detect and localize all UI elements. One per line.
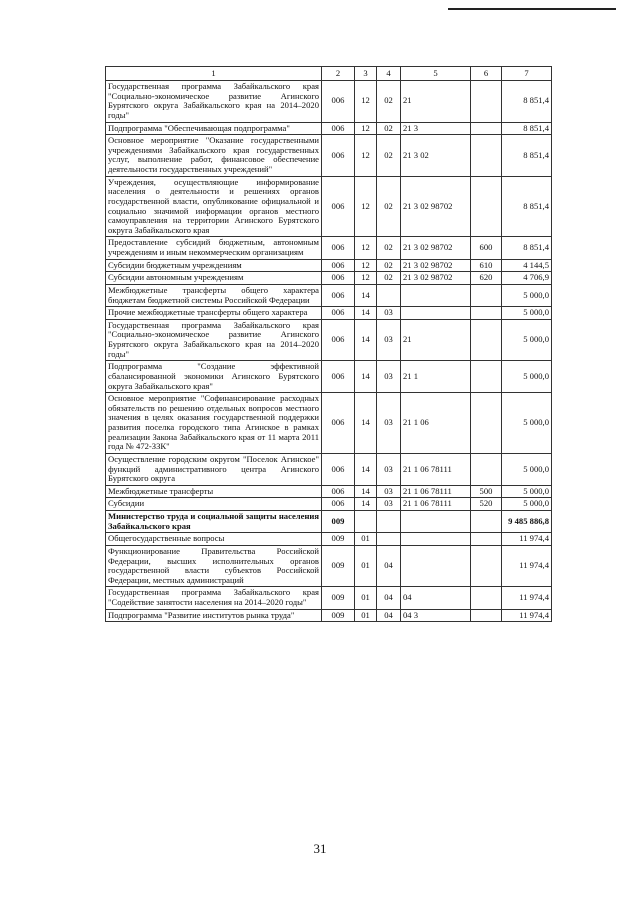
- row-sum: 8 851,4: [502, 81, 552, 123]
- row-name: Осуществление городским округом "Поселок Агинское" функций административного центра Агинского Бурятского округа: [106, 453, 322, 485]
- row-gr: 006: [322, 307, 355, 320]
- row-gr: 006: [322, 259, 355, 272]
- row-rz: 12: [355, 135, 377, 177]
- row-sum: 11 974,4: [502, 533, 552, 546]
- row-csr: 21: [401, 81, 471, 123]
- row-rz: 01: [355, 587, 377, 609]
- row-rz: 14: [355, 361, 377, 393]
- row-rz: 14: [355, 284, 377, 306]
- row-rz: 01: [355, 609, 377, 622]
- table-row: [106, 284, 552, 306]
- table-body: [106, 81, 552, 622]
- row-gr: 006: [322, 393, 355, 454]
- row-name: Предоставление субсидий бюджетным, автономным учреждениям и иным некоммерческим организациям: [106, 237, 322, 259]
- header-cell: 2: [322, 67, 355, 81]
- row-gr: 006: [322, 284, 355, 306]
- row-vr: [471, 453, 502, 485]
- row-pr: [377, 284, 401, 306]
- row-csr: 21 3 02 98702: [401, 272, 471, 285]
- row-pr: 02: [377, 272, 401, 285]
- row-sum: 5 000,0: [502, 453, 552, 485]
- row-pr: 03: [377, 485, 401, 498]
- row-vr: 620: [471, 272, 502, 285]
- row-pr: 02: [377, 237, 401, 259]
- table-row: [106, 259, 552, 272]
- row-sum: 11 974,4: [502, 545, 552, 587]
- table-row: [106, 498, 552, 511]
- header-cell: 1: [106, 67, 322, 81]
- row-name: Функционирование Правительства Российской Федерации, высших исполнительных органов государственной власти субъектов Российской Федерации, местных администраций: [106, 545, 322, 587]
- row-csr: 21 1 06: [401, 393, 471, 454]
- row-csr: 21 3 02 98702: [401, 259, 471, 272]
- row-name: Общегосударственные вопросы: [106, 533, 322, 546]
- row-csr: 04: [401, 587, 471, 609]
- table-row: [106, 272, 552, 285]
- row-vr: [471, 511, 502, 533]
- row-rz: 12: [355, 272, 377, 285]
- row-gr: 006: [322, 485, 355, 498]
- row-pr: 03: [377, 319, 401, 361]
- row-gr: 006: [322, 122, 355, 135]
- row-csr: [401, 545, 471, 587]
- row-vr: [471, 361, 502, 393]
- row-gr: 006: [322, 453, 355, 485]
- row-csr: 21 3 02 98702: [401, 176, 471, 237]
- row-sum: 9 485 886,8: [502, 511, 552, 533]
- row-name: Прочие межбюджетные трансферты общего характера: [106, 307, 322, 320]
- row-name: Межбюджетные трансферты: [106, 485, 322, 498]
- row-rz: 14: [355, 307, 377, 320]
- row-sum: 5 000,0: [502, 393, 552, 454]
- row-sum: 5 000,0: [502, 485, 552, 498]
- row-rz: 14: [355, 319, 377, 361]
- table-row: [106, 393, 552, 454]
- table-row: [106, 135, 552, 177]
- row-gr: 009: [322, 545, 355, 587]
- table-row: [106, 453, 552, 485]
- row-vr: [471, 319, 502, 361]
- row-vr: [471, 533, 502, 546]
- table-row: [106, 176, 552, 237]
- row-gr: 006: [322, 319, 355, 361]
- row-name: Субсидии бюджетным учреждениям: [106, 259, 322, 272]
- row-rz: 14: [355, 498, 377, 511]
- row-gr: 006: [322, 135, 355, 177]
- row-csr: [401, 307, 471, 320]
- row-gr: 006: [322, 361, 355, 393]
- row-sum: 5 000,0: [502, 307, 552, 320]
- row-gr: 009: [322, 587, 355, 609]
- row-csr: [401, 511, 471, 533]
- row-sum: 11 974,4: [502, 609, 552, 622]
- row-pr: 03: [377, 307, 401, 320]
- row-vr: 520: [471, 498, 502, 511]
- row-vr: [471, 393, 502, 454]
- row-csr: 21 1 06 78111: [401, 485, 471, 498]
- row-gr: 006: [322, 498, 355, 511]
- row-rz: 12: [355, 259, 377, 272]
- table-row: [106, 587, 552, 609]
- row-pr: 04: [377, 587, 401, 609]
- row-sum: 5 000,0: [502, 361, 552, 393]
- row-vr: 610: [471, 259, 502, 272]
- header-cell: 5: [401, 67, 471, 81]
- row-csr: 21 3 02 98702: [401, 237, 471, 259]
- row-csr: 21 1 06 78111: [401, 453, 471, 485]
- table-row: [106, 81, 552, 123]
- row-sum: 5 000,0: [502, 284, 552, 306]
- row-rz: 12: [355, 176, 377, 237]
- table-row: [106, 485, 552, 498]
- table-row: [106, 533, 552, 546]
- row-sum: 4 706,9: [502, 272, 552, 285]
- row-csr: 04 3: [401, 609, 471, 622]
- row-vr: [471, 135, 502, 177]
- table-row: [106, 361, 552, 393]
- row-sum: 8 851,4: [502, 122, 552, 135]
- row-vr: 500: [471, 485, 502, 498]
- row-csr: 21 1: [401, 361, 471, 393]
- row-pr: 02: [377, 176, 401, 237]
- header-row: [106, 67, 552, 81]
- top-rule: [448, 8, 616, 10]
- row-pr: 04: [377, 545, 401, 587]
- row-sum: 8 851,4: [502, 237, 552, 259]
- row-gr: 009: [322, 533, 355, 546]
- table-row: [106, 511, 552, 533]
- row-name: Субсидии автономным учреждениям: [106, 272, 322, 285]
- row-gr: 009: [322, 609, 355, 622]
- row-vr: [471, 176, 502, 237]
- row-name: Подпрограмма "Развитие институтов рынка труда": [106, 609, 322, 622]
- row-gr: 006: [322, 176, 355, 237]
- page-number: 31: [313, 841, 327, 856]
- row-rz: [355, 511, 377, 533]
- row-pr: 03: [377, 453, 401, 485]
- row-sum: 11 974,4: [502, 587, 552, 609]
- row-rz: 12: [355, 122, 377, 135]
- row-rz: 14: [355, 453, 377, 485]
- row-name: Межбюджетные трансферты общего характера бюджетам бюджетной системы Российской Федерации: [106, 284, 322, 306]
- row-csr: 21 3 02: [401, 135, 471, 177]
- row-sum: 5 000,0: [502, 319, 552, 361]
- row-pr: 03: [377, 393, 401, 454]
- row-vr: [471, 122, 502, 135]
- row-pr: [377, 533, 401, 546]
- row-vr: [471, 284, 502, 306]
- row-csr: 21 1 06 78111: [401, 498, 471, 511]
- row-name: Основное мероприятие "Софинансирование расходных обязательств по решению отдельных вопросов местного значения в целях оказания государственной поддержки развития поселка городского типа Агинское в рамках реализации Закона Забайкальского края от 11 марта 2011 года № 472-ЗЗК": [106, 393, 322, 454]
- header-cell: 3: [355, 67, 377, 81]
- row-rz: 01: [355, 545, 377, 587]
- row-vr: [471, 545, 502, 587]
- table-row: [106, 122, 552, 135]
- header-cell: 4: [377, 67, 401, 81]
- row-pr: 04: [377, 609, 401, 622]
- row-gr: 009: [322, 511, 355, 533]
- table-row: [106, 237, 552, 259]
- row-pr: 02: [377, 81, 401, 123]
- row-vr: 600: [471, 237, 502, 259]
- row-vr: [471, 587, 502, 609]
- row-pr: 02: [377, 122, 401, 135]
- table-row: [106, 609, 552, 622]
- row-vr: [471, 81, 502, 123]
- row-pr: 03: [377, 361, 401, 393]
- row-csr: 21: [401, 319, 471, 361]
- budget-table: [105, 66, 552, 622]
- row-gr: 006: [322, 81, 355, 123]
- row-gr: 006: [322, 237, 355, 259]
- row-name: Подпрограмма "Обеспечивающая подпрограмма": [106, 122, 322, 135]
- row-name: Основное мероприятие "Оказание государственными учреждениями Забайкальского края государственных услуг, выполнение работ, финансовое обеспечение деятельности государственных учреждений": [106, 135, 322, 177]
- row-vr: [471, 307, 502, 320]
- header-cell: 6: [471, 67, 502, 81]
- table-row: [106, 319, 552, 361]
- table-row: [106, 545, 552, 587]
- row-pr: 03: [377, 498, 401, 511]
- row-sum: 4 144,5: [502, 259, 552, 272]
- row-csr: [401, 284, 471, 306]
- row-vr: [471, 609, 502, 622]
- row-rz: 12: [355, 81, 377, 123]
- row-name: Государственная программа Забайкальского края "Содействие занятости населения на 2014–2020 годы": [106, 587, 322, 609]
- row-name: Государственная программа Забайкальского края "Социально-экономическое развитие Агинского Бурятского округа Забайкальского края на 2014–2020 годы": [106, 81, 322, 123]
- row-rz: 14: [355, 485, 377, 498]
- row-name: Учреждения, осуществляющие информирование населения о деятельности и решениях органов государственной власти, опубликование официальной и социально значимой информации органов местного самоуправления на территории Агинского Бурятского округа Забайкальского края: [106, 176, 322, 237]
- row-pr: 02: [377, 135, 401, 177]
- row-gr: 006: [322, 272, 355, 285]
- row-rz: 14: [355, 393, 377, 454]
- row-rz: 01: [355, 533, 377, 546]
- row-csr: 21 3: [401, 122, 471, 135]
- row-rz: 12: [355, 237, 377, 259]
- row-csr: [401, 533, 471, 546]
- row-sum: 8 851,4: [502, 176, 552, 237]
- table-row: [106, 307, 552, 320]
- row-pr: 02: [377, 259, 401, 272]
- header-cell: 7: [502, 67, 552, 81]
- row-sum: 5 000,0: [502, 498, 552, 511]
- row-sum: 8 851,4: [502, 135, 552, 177]
- row-name: Министерство труда и социальной защиты населения Забайкальского края: [106, 511, 322, 533]
- row-name: Субсидии: [106, 498, 322, 511]
- row-name: Государственная программа Забайкальского края "Социально-экономическое развитие Агинского Бурятского округа Забайкальского края на 2014–2020 годы": [106, 319, 322, 361]
- row-name: Подпрограмма "Создание эффективной сбалансированной экономики Агинского Бурятского округа Забайкальского края": [106, 361, 322, 393]
- row-pr: [377, 511, 401, 533]
